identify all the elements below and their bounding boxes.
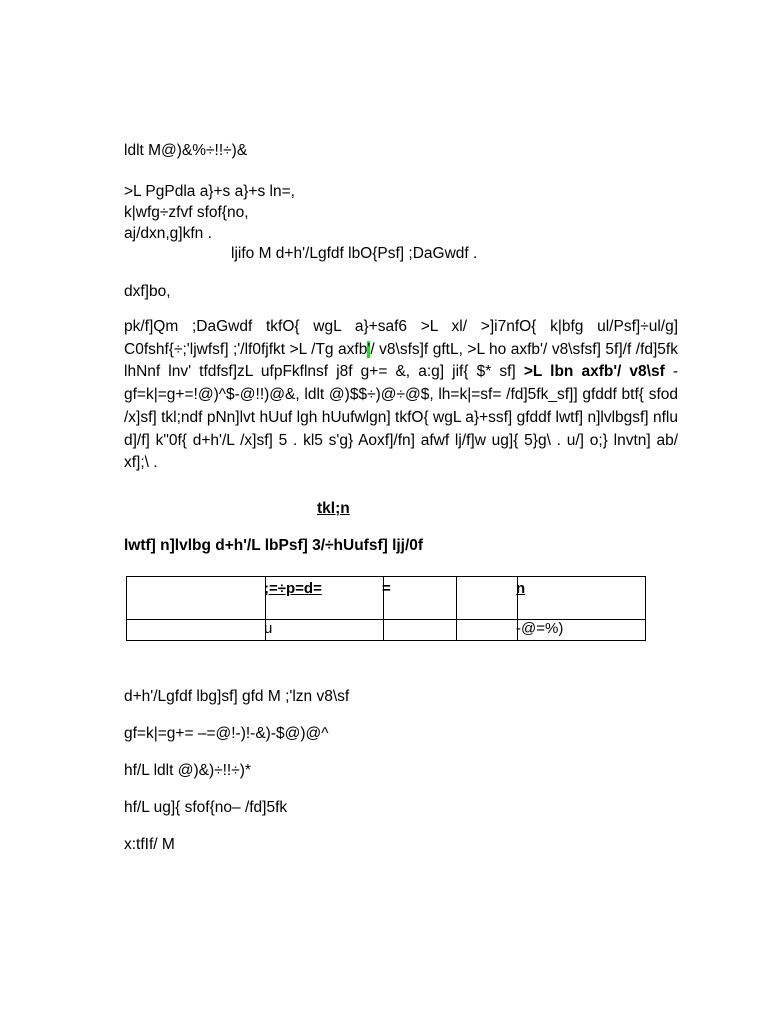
section-title: tkl;n: [317, 500, 350, 517]
table-header-text: =: [382, 580, 391, 597]
table-cell: [518, 620, 646, 641]
footer-signature-label: x:tfIf/ M: [124, 836, 175, 853]
body-text-end: -gf=k|=g+=!@)^$-@!!)@&, ldlt @)$$÷)@÷@$, lh=k|=sf= /fd]5fk_sf]] gfddf btf{ sfod /x]sf] tkl;ndf pNn]lvt hUuf lgh hUufwlgn] tkfO{ wgL a}+ssf] gfddf lwtf] n]lvlbgsf] nflu d]/f] k"0f{ d+h'/L /x]sf] 5 . kl5 s'g} Aoxf]/fn] afwf lj/f]w ug]{ 5}g\ . u/] o;} lnvtn] ab/ xf];\ .: [124, 363, 679, 472]
body-text-start: pk/f]Qm ;DaGwdf tkfO{ wgL a}+saf6 >L xl/ >]i7nfO{ k|bfg ul/Psf]÷ul/g] C0fshf{÷;'ljwfsf] ;'/lf0fjfkt >L /Tg axfb: [124, 318, 678, 358]
table-header-cell: [266, 577, 384, 620]
body-bold-name: >L lbn axfb'/ v8\sf: [523, 363, 665, 381]
table-cell: [384, 620, 457, 641]
table-header-cell: [518, 577, 646, 620]
footer-citizenship-number: gf=k|=g+= –=@!-)!-&)-$@)@^: [124, 725, 329, 742]
body-text-middle: / v8\sfs]f gftL, >L ho axfb'/ v8\sfsf] 5f]/f /fd]5fk lhNnf lnv' tfdfsf]zL ufpFkflnsf j8f g+= &, a:g] jif{ $* sf]: [124, 340, 678, 381]
table-header-cell: [384, 577, 457, 620]
reference-date-line: ldlt M@)&%÷!!÷)&: [124, 142, 248, 159]
footer-authorized-name: d+h'/Lgfdf lbg]sf] gfd M ;'lzn v8\sf: [124, 688, 350, 705]
footer-issue-date: hf/L ldlt @)&)÷!!÷)*: [124, 762, 251, 779]
salutation: dxf]bo,: [124, 283, 171, 300]
table-header-row: [127, 577, 646, 620]
table-row: [127, 620, 646, 641]
table-cell: [457, 620, 518, 641]
table-header-cell: [127, 577, 266, 620]
footer-issuing-office: hf/L ug]{ sfof{no– /fd]5fk: [124, 799, 288, 816]
table-header-text: ;=÷p=d=: [264, 580, 322, 597]
table-caption: lwtf] n]lvlbg d+h'/L lbPsf] 3/÷hUufsf] ljj/0f: [124, 537, 424, 554]
highlighted-text: ': [367, 340, 371, 358]
address-line-3: aj/dxn,g]kfn .: [124, 225, 212, 242]
table-cell: [266, 620, 384, 641]
table-header-text: n: [516, 580, 526, 597]
body-paragraph: [124, 316, 678, 475]
table-cell-text: u: [264, 620, 273, 637]
property-table: [126, 576, 646, 641]
table-header-cell: [457, 577, 518, 620]
address-line-1: >L PgPdla a}+s a}+s ln=,: [124, 183, 295, 200]
table-cell: [127, 620, 266, 641]
table-cell-text: -@=%): [516, 620, 564, 637]
address-line-2: k|wfg÷zfvf sfof{no,: [124, 204, 249, 221]
subject-line: ljifo M d+h'/Lgfdf lbO{Psf] ;DaGwdf .: [231, 245, 478, 262]
